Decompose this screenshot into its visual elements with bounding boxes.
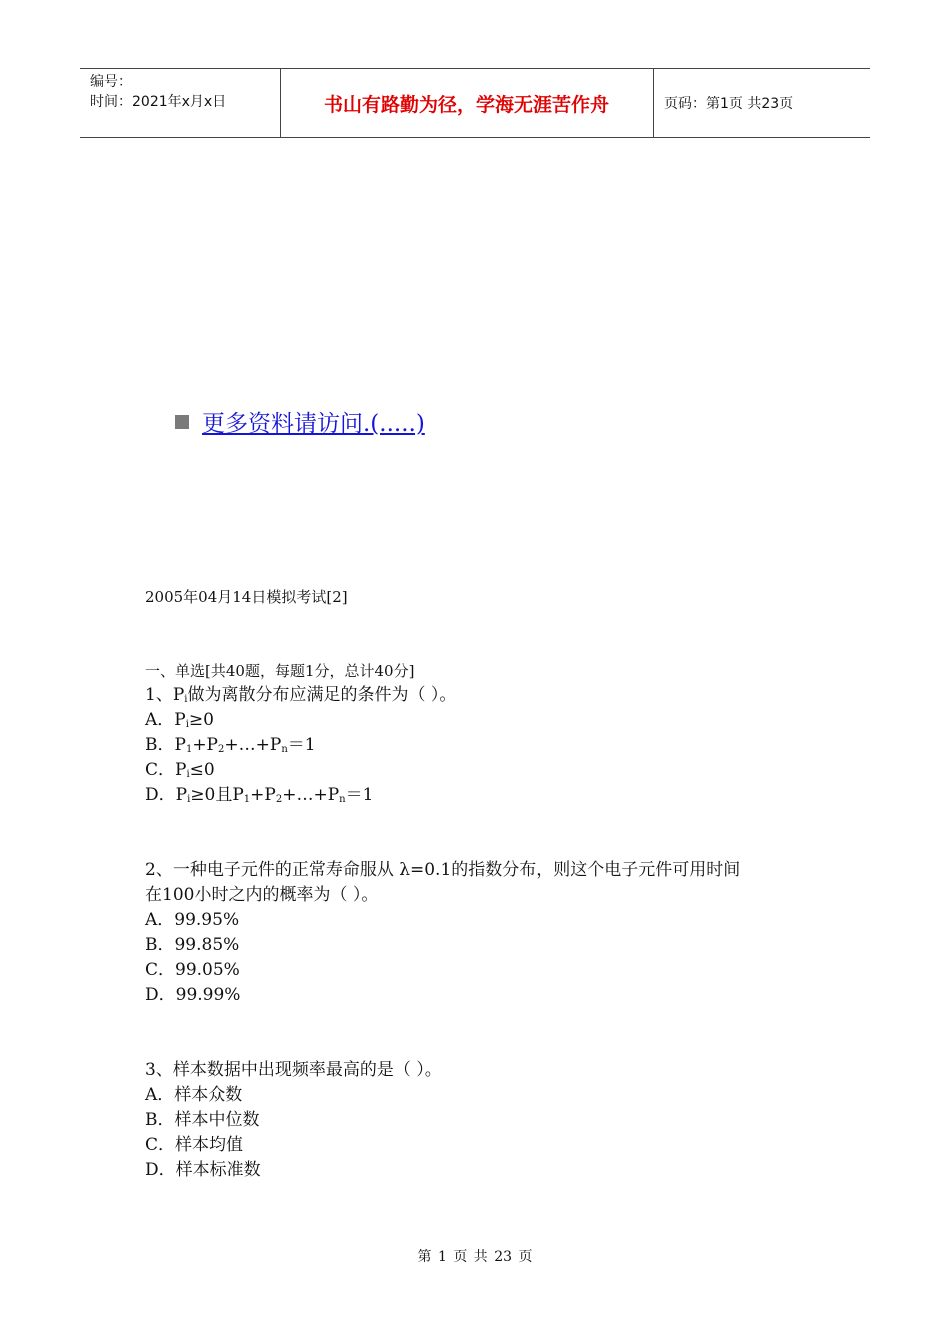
motto-text: 书山有路勤为径，学海无涯苦作舟: [323, 93, 609, 116]
footer-di: 第: [417, 1249, 432, 1265]
question-1-option-b: B．$P_1+P_2+\dots+P_n=1$: [145, 735, 316, 755]
question-1: [145, 683, 456, 808]
question-2-option-d: D．99.99%: [145, 985, 241, 1005]
question-2-option-c: C．99.05%: [145, 960, 240, 980]
question-2-option-b: B．99.85%: [145, 935, 240, 955]
question-3-option-c: C．样本均值: [145, 1135, 244, 1155]
more-resources: [175, 405, 425, 438]
footer-ye: 页: [453, 1249, 468, 1265]
header-motto-cell: [280, 69, 654, 137]
section-title: 一、单选[共40题，每题1分，总计40分]: [145, 662, 415, 680]
question-1-option-a: A．$P_i\ge 0$: [145, 710, 214, 730]
serial-label: 编号：: [90, 74, 132, 90]
page-info: 页码：第1页 共23页: [664, 96, 794, 112]
header-left-cell: [80, 69, 281, 137]
question-3-option-a: A．样本众数: [145, 1085, 243, 1105]
exam-title: 2005年04月14日模拟考试[2]: [145, 588, 348, 606]
question-1-option-d: D．$P_i\ge 0$且$P_1+P_2+\dots+P_n=1$: [145, 785, 374, 805]
footer-gong: 共: [473, 1249, 488, 1265]
question-3: [145, 1058, 442, 1183]
footer-total-pages: 23: [494, 1249, 513, 1265]
page-header: [80, 68, 870, 138]
question-3-option-b: B．样本中位数: [145, 1110, 260, 1130]
date-label: 时间：2021年x月x日: [90, 94, 227, 110]
header-right-cell: [654, 69, 870, 137]
more-resources-link[interactable]: 更多资料请访问.(.....): [202, 411, 425, 437]
question-3-option-d: D．样本标准数: [145, 1160, 261, 1180]
footer-page-number: 1: [437, 1249, 447, 1265]
square-bullet-icon: [175, 415, 189, 429]
question-2-stem-line-2: 在100小时之内的概率为（ ）。: [145, 885, 379, 905]
question-1-stem: 1、$P_i$做为离散分布应满足的条件为（ ）。: [145, 685, 457, 705]
page-footer: [0, 1246, 950, 1266]
question-2-option-a: A．99.95%: [145, 910, 240, 930]
footer-ye-2: 页: [518, 1249, 533, 1265]
question-2: [145, 858, 740, 1008]
question-3-stem: 3、样本数据中出现频率最高的是（ ）。: [145, 1060, 442, 1080]
question-2-stem-line-1: 2、一种电子元件的正常寿命服从 λ=0.1的指数分布，则这个电子元件可用时间: [145, 860, 741, 880]
question-1-option-c: C．$P_i\le 0$: [145, 760, 215, 780]
